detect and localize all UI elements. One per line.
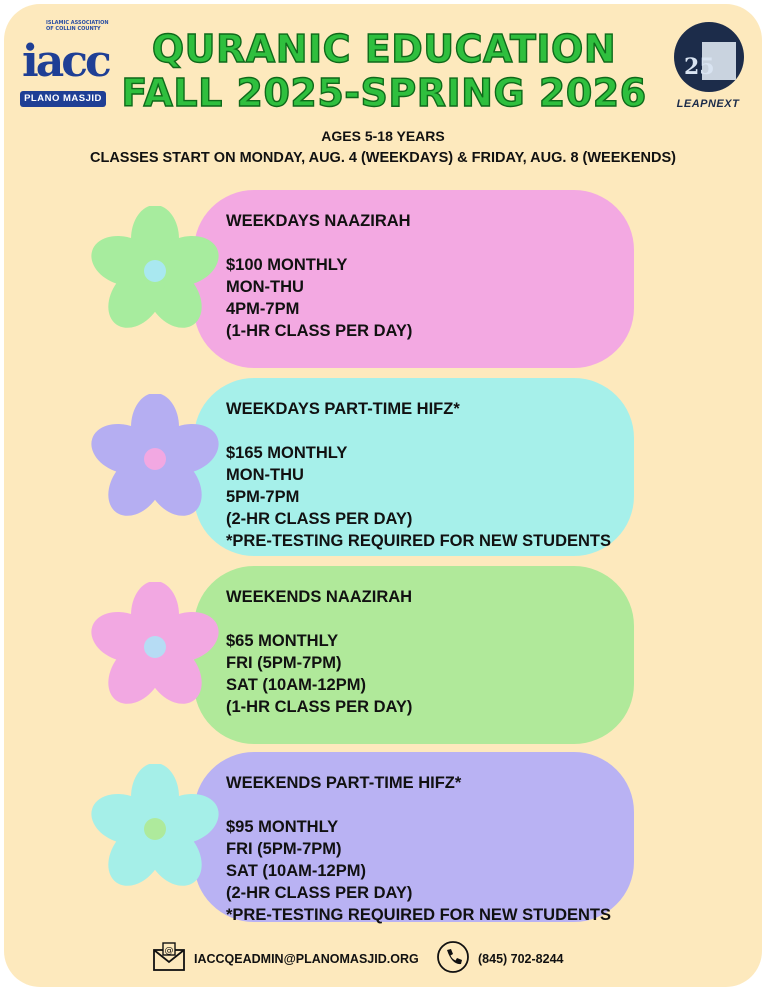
program-duration: (1-HR CLASS PER DAY) [226, 698, 413, 716]
flower-icon [90, 394, 220, 524]
ages-info: AGES 5-18 YEARS [321, 128, 445, 144]
flower-center [144, 818, 166, 840]
program-duration: (2-HR CLASS PER DAY) [226, 884, 413, 902]
program-card [194, 752, 634, 922]
svg-text:@: @ [164, 946, 174, 956]
flower-center [144, 448, 166, 470]
leapnext-logo [668, 22, 748, 118]
program-duration: (2-HR CLASS PER DAY) [226, 510, 413, 528]
start-info: CLASSES START ON MONDAY, AUG. 4 (WEEKDAYS) & FRIDAY, AUG. 8 (WEEKENDS) [90, 150, 676, 166]
program-card [194, 566, 634, 744]
program-days: FRI (5PM-7PM) [226, 654, 342, 672]
mail-icon [152, 942, 186, 972]
program-price: $100 MONTHLY [226, 256, 348, 274]
program-price: $95 MONTHLY [226, 818, 339, 836]
program-details [226, 586, 412, 718]
flyer [4, 4, 762, 987]
program-time: 4PM-7PM [226, 300, 300, 318]
program-time: SAT (10AM-12PM) [226, 862, 366, 880]
program-card [194, 190, 634, 368]
flower-icon [90, 764, 220, 894]
program-note: *PRE-TESTING REQUIRED FOR NEW STUDENTS [226, 906, 612, 924]
program-time: 5PM-7PM [226, 488, 300, 506]
anniversary-years: 25 [684, 54, 715, 80]
program-details [226, 398, 611, 552]
program-name: WEEKENDS NAAZIRAH [226, 588, 413, 606]
program-note: *PRE-TESTING REQUIRED FOR NEW STUDENTS [226, 532, 612, 550]
flower-center [144, 260, 166, 282]
program-details [226, 772, 611, 926]
page-subtitle: FALL 2025-SPRING 2026 [121, 71, 647, 115]
email-link[interactable]: IACCQEADMIN@PLANOMASJID.ORG [194, 952, 419, 966]
org-full-name: ISLAMIC ASSOCIATION OF COLLIN COUNTY [46, 20, 109, 32]
partner-name: LEAPNEXT [676, 98, 740, 110]
program-duration: (1-HR CLASS PER DAY) [226, 322, 413, 340]
flower-icon [90, 206, 220, 336]
program-time: SAT (10AM-12PM) [226, 676, 366, 694]
program-price: $65 MONTHLY [226, 632, 339, 650]
contact-footer [4, 942, 762, 982]
program-details [226, 210, 412, 342]
program-name: WEEKDAYS PART-TIME HIFZ* [226, 400, 460, 418]
org-mark: iacc [22, 36, 109, 87]
page-title: QURANIC EDUCATION [151, 27, 617, 71]
anniversary-badge [674, 22, 744, 92]
phone-link[interactable]: (845) 702-8244 [478, 952, 564, 966]
iacc-logo [18, 18, 110, 110]
program-name: WEEKDAYS NAAZIRAH [226, 212, 411, 230]
phone-icon [436, 940, 470, 974]
flower-icon [90, 582, 220, 712]
program-name: WEEKENDS PART-TIME HIFZ* [226, 774, 462, 792]
program-days: MON-THU [226, 466, 304, 484]
program-days: MON-THU [226, 278, 304, 296]
org-name: PLANO MASJID [20, 91, 106, 107]
program-price: $165 MONTHLY [226, 444, 348, 462]
program-card [194, 378, 634, 556]
flower-center [144, 636, 166, 658]
program-days: FRI (5PM-7PM) [226, 840, 342, 858]
